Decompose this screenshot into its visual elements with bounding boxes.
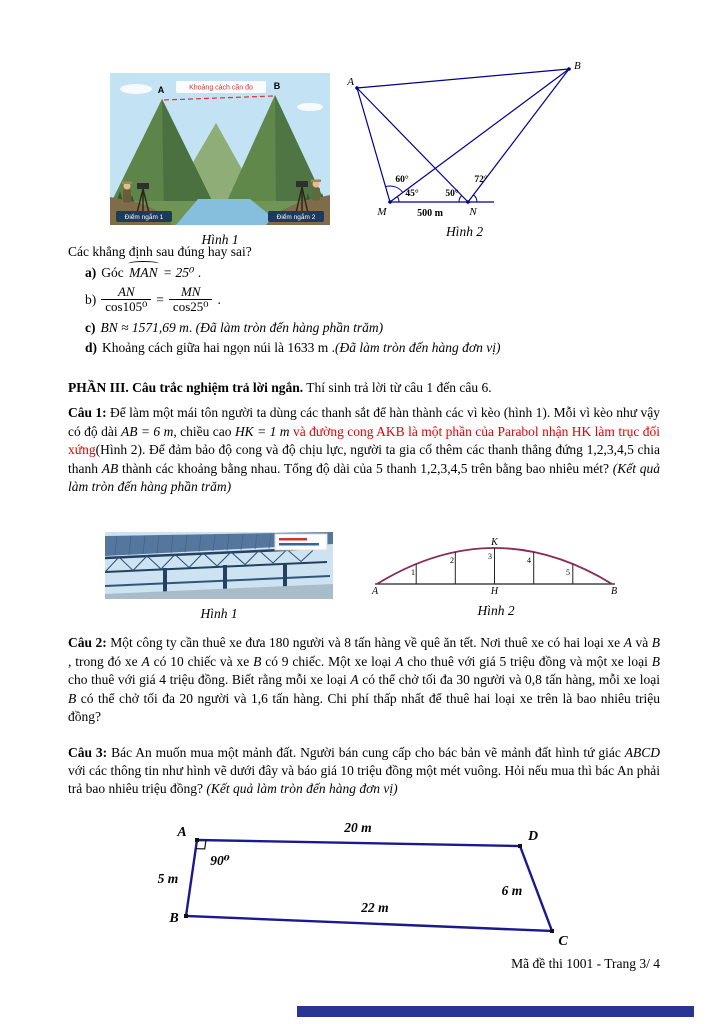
point-k-label: K	[491, 538, 498, 548]
statements-intro: Các khẳng định sau đúng hay sai?	[68, 244, 252, 259]
cau2-s5: có 9 chiếc. Một xe loại	[261, 653, 396, 669]
cau1-math-ab2: AB	[101, 460, 119, 476]
quad-point-c-label: C	[558, 934, 568, 949]
statement-c-math: BN ≈ 1571,69 m	[100, 319, 189, 335]
distance-label: Khoảng cách cần đo	[189, 84, 253, 92]
fraction-left	[101, 285, 151, 315]
statement-c-end: .	[188, 319, 196, 335]
figure-roof	[105, 532, 333, 622]
side-dc-label: 6 m	[501, 883, 523, 898]
footer-text: Mã đề thi 1001 - Trang 3/ 4	[511, 956, 660, 971]
geometry-lines	[357, 69, 569, 202]
parabola-diagram	[367, 538, 622, 596]
cau1-label: Câu 1:	[68, 405, 107, 420]
cau3-label: Câu 3:	[68, 745, 108, 760]
cau2-s4: có 10 chiếc và xe	[149, 653, 254, 669]
angle-man-notation: MAN	[129, 264, 158, 280]
cau3-paragraph	[68, 744, 660, 798]
cau1-math-hk: HK = 1 m	[234, 423, 290, 439]
point-n-label: N	[469, 206, 477, 217]
cau2-s3: , trong đó xe	[68, 653, 142, 669]
cau1-figures-row	[105, 532, 630, 622]
point-b2-label: B	[610, 586, 618, 596]
peak-b-label: B	[273, 81, 281, 91]
point-h-label: H	[490, 586, 499, 596]
cau2-var-b2: B	[253, 653, 262, 669]
cau1-s1: Để làm một mái tôn người ta dùng các thanh sắt để hàn thành các vì kèo (hình 1). Mỗi vì kèo như vậy có độ dài	[68, 405, 660, 439]
statements-section	[68, 243, 660, 358]
quad-outline	[186, 840, 552, 931]
statement-c	[85, 318, 660, 337]
point-m-label: M	[377, 206, 387, 217]
figure-geometry	[342, 57, 587, 248]
watermark-line-2	[279, 543, 319, 546]
statement-d-label: d)	[85, 339, 98, 355]
theodolite-left	[137, 183, 149, 189]
cau2-s2: và	[631, 635, 652, 650]
statement-a-value: = 25⁰	[159, 264, 195, 280]
cau2-var-a4: A	[350, 672, 359, 687]
statement-a-label: a)	[85, 264, 97, 280]
figure-parabola	[367, 532, 625, 622]
vertical-bars	[416, 548, 573, 584]
bar-number-4: 4	[527, 556, 531, 565]
fraction-right-denominator: cos25⁰	[172, 299, 209, 315]
cau3-math-abcd: ABCD	[624, 745, 660, 760]
figure-mountain	[110, 57, 330, 248]
figure-caption-geometry: Hình 2	[445, 224, 484, 239]
cau1-note: (Kết quả làm tròn đến hàng phần trăm)	[68, 460, 660, 494]
part3-header	[68, 379, 660, 398]
watermark-line-1	[279, 538, 307, 541]
bar-number-2: 2	[450, 556, 454, 565]
viewpoint-2-label: Điểm ngắm 2	[276, 214, 316, 221]
fraction-right	[169, 285, 213, 315]
cau2-s9: có thể chở tối đa 20 người và 1,6 tấn hàng. Chi phí thấp nhất để thuê hai loại xe trên là bao nhiêu triệu đồng?	[68, 690, 660, 724]
cau3-note: (Kết quả làm tròn đến hàng đơn vị)	[206, 781, 398, 796]
quad-diagram	[150, 816, 620, 956]
quad-point-b-label: B	[169, 911, 179, 926]
side-ab-label: 5 m	[157, 871, 179, 886]
statement-a	[85, 263, 660, 282]
geometry-diagram	[342, 57, 587, 217]
figure-caption-mountain: Hình 1	[201, 232, 239, 247]
statement-c-label: c)	[85, 319, 96, 335]
base-length-label: 500 m	[417, 208, 443, 217]
statement-b	[85, 285, 660, 315]
cau1-paragraph	[68, 404, 660, 497]
part3-title: PHẦN III. Câu trắc nghiệm trả lời ngắn.	[68, 380, 304, 395]
statement-b-end: .	[217, 291, 221, 307]
angle-45-label: 45°	[405, 189, 419, 199]
cau2-s1: Một công ty cần thuê xe đưa 180 người và 8 tấn hàng về quê ăn tết. Nơi thuê xe có hai loại xe	[106, 635, 624, 650]
cau2-var-a3: A	[395, 653, 404, 669]
viewpoint-1-label: Điểm ngắm 1	[124, 214, 164, 221]
statement-a-end: .	[194, 264, 202, 280]
part3-subtitle: Thí sinh trả lời từ câu 1 đến câu 6.	[303, 380, 492, 395]
quad-point-d-label: D	[527, 829, 539, 844]
mountain-illustration	[110, 73, 330, 225]
cau3-s1: Bác An muốn mua một mảnh đất. Người bán cung cấp cho bác bản vẽ mảnh đất hình tứ giác	[107, 745, 625, 760]
cau2-var-a2: A	[141, 653, 150, 669]
watermark-box	[275, 534, 327, 550]
bar-number-1: 1	[411, 568, 415, 577]
fraction-left-denominator: cos105⁰	[105, 299, 148, 315]
bar-number-5: 5	[566, 568, 570, 577]
cau1-s3: (Hình 2). Để đảm bảo độ cong và độ chịu lực, người ta gia cố thêm các thanh thẳng đứng 1,2,3,4,5 chia thanh	[68, 442, 660, 476]
statement-c-note: (Đã làm tròn đến hàng phần trăm)	[195, 319, 384, 335]
quad-point-a-label: A	[177, 825, 187, 840]
cau1-red-text: và đường cong AKB là một phần của Parabol nhận HK làm trục đối xứng	[68, 423, 660, 457]
cau2-s6: cho thuê với giá 5 triệu đồng và một xe loại	[403, 653, 652, 669]
equals-sign: =	[156, 291, 164, 307]
point-a2-label: A	[371, 586, 379, 596]
cau1-s2: , chiều cao	[173, 423, 235, 439]
quadrilateral-figure	[150, 816, 620, 960]
cau2-var-b1: B	[651, 635, 660, 650]
cau2-s7: cho thuê với giá 4 triệu đồng. Biết rằng mỗi xe loại	[68, 672, 351, 687]
point-a-label: A	[347, 76, 354, 88]
cau1-s4: thành các khoảng bằng nhau. Tổng độ dài của 5 thanh 1,2,3,4,5 trên bằng bao nhiêu mét?	[118, 460, 613, 476]
cau3-s2: với các thông tin như hình vẽ dưới đây và báo giá 10 triệu đồng một mét vuông. Hỏi nếu mua thì bác An phải trả bao nhiêu triệu đồng?	[68, 763, 660, 796]
theodolite-right	[296, 181, 308, 187]
figure-caption-roof: Hình 1	[200, 606, 238, 621]
angle-50-label: 50°	[445, 189, 459, 199]
statement-d-text: Khoảng cách giữa hai ngọn núi là 1633 m .	[102, 339, 336, 355]
fraction-left-numerator: AN	[101, 285, 151, 301]
geometry-points	[355, 67, 571, 204]
footer-bar	[297, 1006, 694, 1017]
roof-photo	[105, 532, 333, 599]
bar-number-3: 3	[488, 552, 492, 561]
side-ad-label: 20 m	[344, 820, 372, 835]
peak-a-label: A	[157, 85, 165, 95]
statement-d-note: (Đã làm tròn đến hàng đơn vị)	[335, 339, 501, 355]
angle-a-label: 90⁰	[210, 853, 230, 868]
cau2-paragraph	[68, 634, 660, 727]
figure-caption-parabola: Hình 2	[477, 603, 515, 618]
angle-72-label: 72°	[474, 175, 488, 185]
angle-60-label: 60°	[395, 175, 409, 185]
side-bc-label: 22 m	[361, 900, 389, 915]
cau2-var-b4: B	[68, 690, 77, 706]
cau2-s8: có thể chở tối đa 30 người và 0,8 tấn hàng, mỗi xe loại	[358, 672, 661, 687]
cau1-math-ab: AB = 6 m	[120, 423, 174, 439]
statement-d	[85, 338, 660, 357]
top-figures-row	[110, 57, 592, 248]
angle-arcs	[386, 186, 477, 202]
cau2-var-b3: B	[651, 653, 660, 669]
statement-a-pre: Góc	[101, 264, 128, 280]
fraction-right-numerator: MN	[169, 285, 213, 301]
statement-b-label: b)	[85, 291, 97, 307]
cau2-label: Câu 2:	[68, 635, 107, 650]
cau2-var-a1: A	[623, 635, 632, 650]
point-b-label: B	[574, 60, 581, 72]
